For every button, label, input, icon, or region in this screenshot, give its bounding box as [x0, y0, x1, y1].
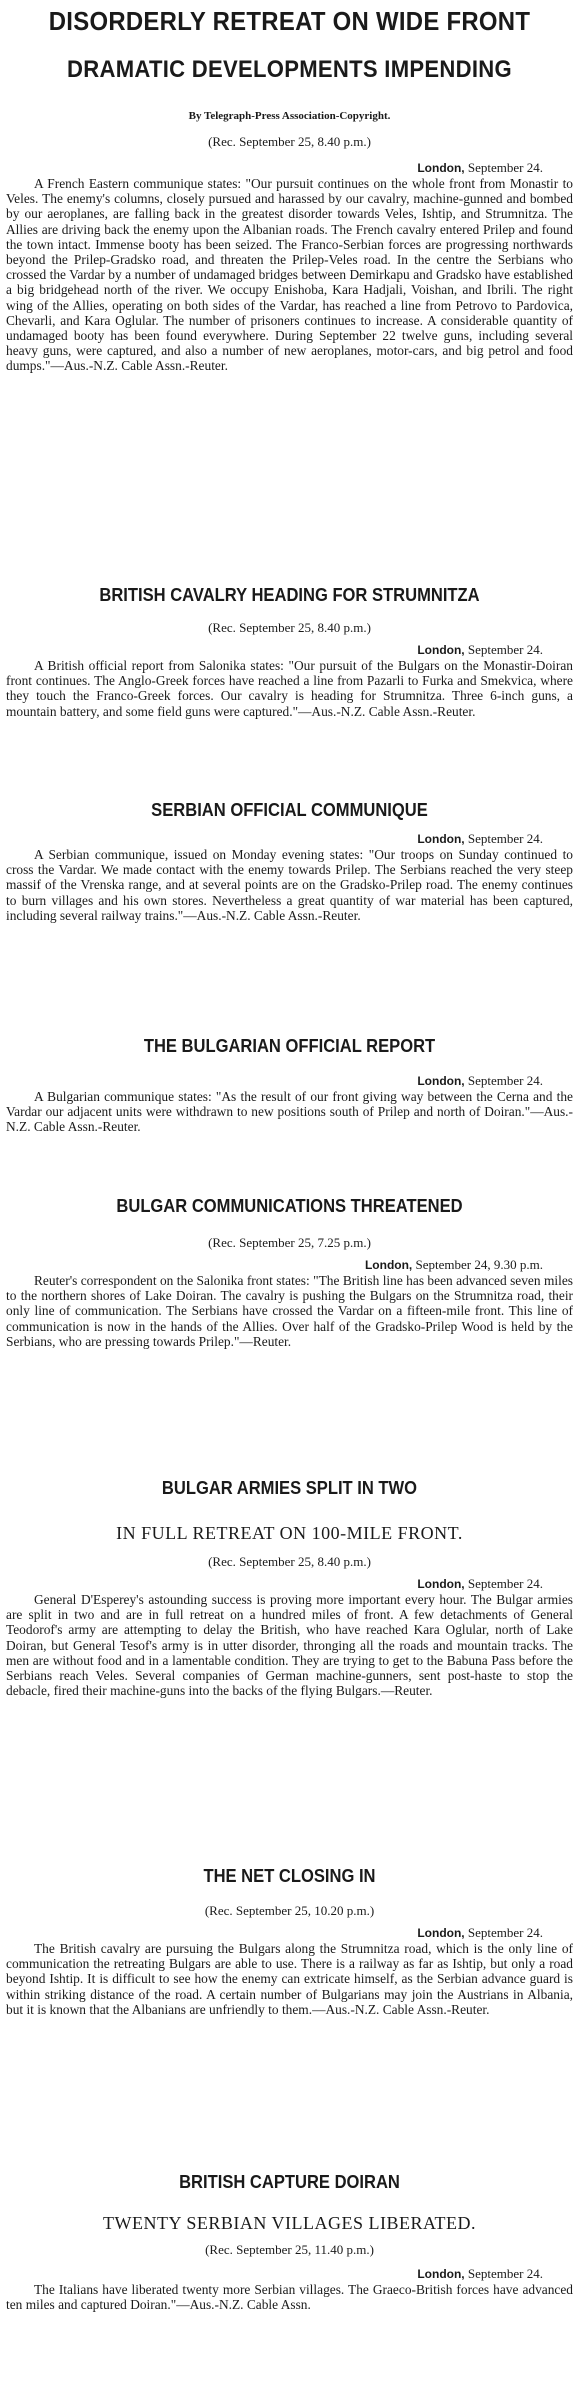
article-subheading: TWENTY SERBIAN VILLAGES LIBERATED.: [103, 2213, 476, 2233]
article-body: The Italians have liberated twenty more Serbian villages. The Graeco-British forces have advanced ten miles and captured Doiran."—Aus.-N.Z. Cable Assn.: [6, 2282, 573, 2313]
article-heading: SERBIAN OFFICIAL COMMUNIQUE: [151, 800, 428, 820]
article-body: General D'Esperey's astounding success is proving more important every hour. The Bulgar armies are split in two and are in full retreat on a hundred miles of front. A few detachments of General Teodorof's army are attempting to delay the British, who have reached Kara Oglular, north of Lake Doiran, but General Tesof's army is in utter disorder, thronging all the roads and mountain tracks. The men are without food and in a lamentable condition. They are trying to get to the Babuna Pass before the Serbians reach Veles. Several companies of German machine-gunners, sent post-haste to stop the debacle, fired their machine-guns into the backs of the flying Bulgars.—Reuter.: [6, 1592, 573, 1699]
dateline-date: September 24, 9.30 p.m.: [415, 1257, 543, 1272]
article-body: A French Eastern communique states: "Our pursuit continues on the whole front from Monastir to Veles. The enemy's columns, closely pursued and harassed by our cavalry, machine-gunned and bombed by our aeroplanes, are falling back in the greatest disorder towards Veles, Ishtip, and Strumnitza. The Allies are driving back the enemy upon the Albanian roads. The French cavalry entered Prilep and found the town intact. Immense booty has been seized. The Franco-Serbian forces are progressing northwards beyond the Prilep-Gradsko road, and threaten the Prilep-Veles road. In the centre the Serbians who crossed the Vardar by a number of undamaged bridges between Demirkapu and Gradsko have established a big bridgehead north of the river. We occupy Enishoba, Kara Hadjali, Voishan, and Ibrili. The right wing of the Allies, operating on both sides of the Vardar, has reached a line from Petrovo to Pardovica, Chevarli, and Kara Oglular. The number of prisoners continues to increase. A considerable quantity of undamaged booty has been found everywhere. During September 22 twelve guns, including several heavy guns, were captured, and also a number of new aeroplanes, motor-cars, and big petrol and food dumps."—Aus.-N.Z. Cable Assn.-Reuter.: [6, 176, 573, 374]
article-serbian-communique: [6, 800, 573, 923]
article-bulgarian-report: [6, 1036, 573, 1135]
article-body: Reuter's correspondent on the Salonika front states: "The British line has been advanced seven miles to the northern shores of Lake Doiran. The cavalry is pushing the Bulgars on the Strumnitza road, their only line of communication. The Serbians have crossed the Vardar on a fifteen-mile front. This line of communication is now in the hands of the Allies. Over half of the Gradsko-Prilep Wood is held by the Serbians, who are pressing towards Prilep."—Reuter.: [6, 1273, 573, 1349]
dateline-location: London,: [417, 161, 465, 175]
received-time: (Rec. September 25, 10.20 p.m.): [204, 1903, 375, 1918]
dateline: [6, 1925, 573, 1941]
dateline: [6, 642, 573, 658]
article-british-cavalry: [6, 585, 573, 719]
dateline-location: London,: [417, 1074, 465, 1088]
byline: By Telegraph-Press Association-Copyright.: [188, 110, 391, 122]
dateline-location: London,: [364, 1258, 413, 1272]
article-net-closing: [6, 1866, 573, 2017]
article-body: A Bulgarian communique states: "As the result of our front giving way between the Cerna and the Vardar our adjacent units were withdrawn to new positions south of Prilep and north of Doiran."—Aus.-N.Z. Cable Assn.-Reuter.: [6, 1089, 573, 1135]
article-bulgar-communications: [6, 1196, 573, 1349]
dateline-date: September 24.: [467, 642, 543, 657]
dateline-date: September 24.: [467, 1576, 543, 1591]
received-time: (Rec. September 25, 8.40 p.m.): [208, 620, 371, 635]
dateline: [6, 1576, 573, 1592]
article-heading: THE BULGARIAN OFFICIAL REPORT: [143, 1036, 436, 1056]
article-british-capture-doiran: [6, 2172, 573, 2312]
dateline-location: London,: [417, 1926, 465, 1940]
article-body: The British cavalry are pursuing the Bulgars along the Strumnitza road, which is the only line of communication the retreating Bulgars are able to use. There is a railway as far as Ishtip, but only a road beyond Ishtip. It is difficult to see how the enemy can extricate himself, as the Serbian advance guard is within striking distance of the road. A certain number of Bulgarians may join the Austrians in Albania, but it is known that the Albanians are unfriendly to them.—Aus.-N.Z. Cable Assn.-Reuter.: [6, 1941, 573, 2017]
dateline-location: London,: [417, 2267, 465, 2281]
article-body: A Serbian communique, issued on Monday evening states: "Our troops on Sunday continued to cross the Vardar. We made contact with the enemy towards Prilep. The Serbians reached the very steep massif of the Vrenska range, and at several points are on the Gradsko-Prilep road. The enemy continues to burn villages and his own stores. Nevertheless a great quantity of war material has been captured, including several railway trains."—Aus.-N.Z. Cable Assn.-Reuter.: [6, 847, 573, 923]
article-french-communique: [6, 134, 573, 374]
byline-block: [6, 110, 573, 122]
dateline-location: London,: [417, 1577, 465, 1591]
article-subheading: IN FULL RETREAT ON 100-MILE FRONT.: [116, 1523, 463, 1543]
received-time: (Rec. September 25, 8.40 p.m.): [208, 134, 371, 149]
received-time: (Rec. September 25, 8.40 p.m.): [208, 1554, 371, 1569]
dateline: [6, 1073, 573, 1089]
dateline: [6, 160, 573, 176]
received-time: (Rec. September 25, 7.25 p.m.): [208, 1235, 371, 1250]
dateline-date: September 24.: [467, 160, 543, 175]
article-bulgar-armies-split: [6, 1478, 573, 1698]
dateline: [6, 1257, 573, 1273]
masthead-block: [6, 6, 573, 37]
subheadline-block: [6, 56, 573, 84]
article-body: A British official report from Salonika states: "Our pursuit of the Bulgars on the Monastir-Doiran front continues. The Anglo-Greek forces have reached a line from Pazarli to Furka and Smekvica, where they touch the Franco-Greek forces. Our cavalry is heading for Strumnitza. Three 6-inch guns, a mountain battery, and some field guns were captured."—Aus.-N.Z. Cable Assn.-Reuter.: [6, 658, 573, 719]
dateline-date: September 24.: [467, 1925, 543, 1940]
dateline-date: September 24.: [467, 831, 543, 846]
dateline: [6, 2266, 573, 2282]
article-heading: BULGAR COMMUNICATIONS THREATENED: [116, 1196, 463, 1216]
dateline-location: London,: [417, 832, 465, 846]
main-headline: DISORDERLY RETREAT ON WIDE FRONT: [48, 6, 531, 36]
article-heading: BULGAR ARMIES SPLIT IN TWO: [161, 1478, 418, 1498]
received-time: (Rec. September 25, 11.40 p.m.): [205, 2242, 374, 2257]
dateline-location: London,: [417, 643, 465, 657]
dateline-date: September 24.: [467, 1073, 543, 1088]
dateline: [6, 831, 573, 847]
article-heading: BRITISH CAPTURE DOIRAN: [179, 2172, 400, 2192]
article-heading: BRITISH CAVALRY HEADING FOR STRUMNITZA: [99, 585, 480, 605]
article-heading: THE NET CLOSING IN: [203, 1866, 376, 1886]
sub-headline: DRAMATIC DEVELOPMENTS IMPENDING: [67, 56, 512, 83]
dateline-date: September 24.: [467, 2266, 543, 2281]
